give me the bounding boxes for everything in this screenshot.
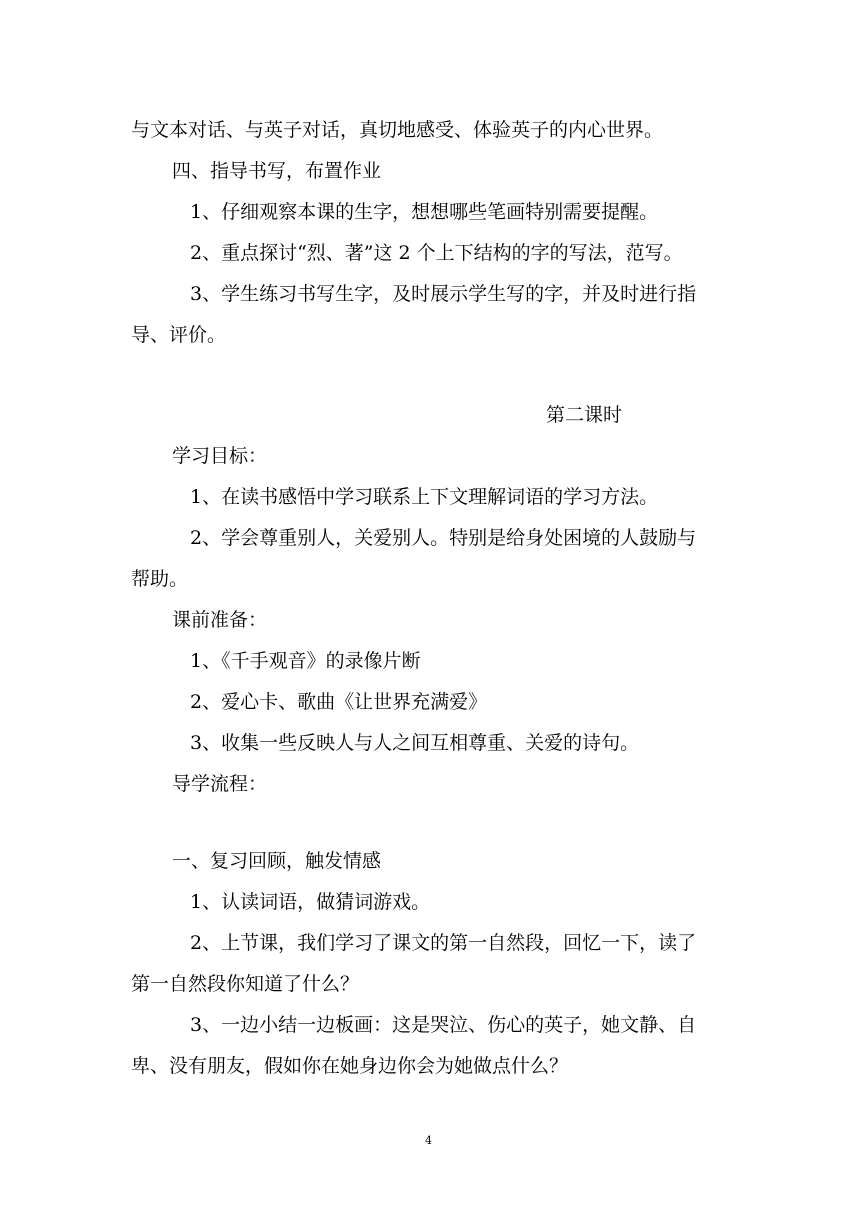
lesson-title: 第二课时 — [546, 404, 623, 426]
list-item: 1、《千手观音》的录像片断 — [190, 650, 421, 672]
section-heading: 课前准备： — [172, 609, 268, 631]
list-item-continuation: 导、评价。 — [131, 324, 227, 346]
list-item: 1、在读书感悟中学习联系上下文理解词语的学习方法。 — [190, 486, 659, 508]
list-item: 2、重点探讨“烈、著”这 2 个上下结构的字的写法，范写。 — [190, 242, 683, 264]
list-item: 2、上节课，我们学习了课文的第一自然段，回忆一下，读了 — [190, 932, 697, 954]
section-heading: 学习目标： — [172, 445, 268, 467]
list-item-continuation: 帮助。 — [131, 568, 189, 590]
list-item: 2、爱心卡、歌曲《让世界充满爱》 — [190, 691, 488, 713]
page-number: 4 — [425, 1134, 432, 1147]
list-item: 3、一边小结一边板画：这是哭泣、伤心的英子，她文静、自 — [190, 1014, 697, 1036]
section-heading: 四、指导书写，布置作业 — [172, 160, 382, 182]
section-heading: 导学流程： — [172, 773, 268, 795]
section-heading: 一、复习回顾，触发情感 — [172, 850, 382, 872]
list-item: 1、认读词语，做猜词游戏。 — [190, 891, 431, 913]
list-item-continuation: 第一自然段你知道了什么？ — [131, 973, 360, 995]
list-item: 2、学会尊重别人，关爱别人。特别是给身处困境的人鼓励与 — [190, 527, 697, 549]
body-text-line: 与文本对话、与英子对话，真切地感受、体验英子的内心世界。 — [131, 119, 664, 141]
list-item: 1、仔细观察本课的生字，想想哪些笔画特别需要提醒。 — [190, 201, 659, 223]
list-item: 3、学生练习书写生字，及时展示学生写的字，并及时进行指 — [190, 283, 697, 305]
list-item-continuation: 卑、没有朋友，假如你在她身边你会为她做点什么？ — [131, 1055, 569, 1077]
list-item: 3、收集一些反映人与人之间互相尊重、关爱的诗句。 — [190, 732, 640, 754]
